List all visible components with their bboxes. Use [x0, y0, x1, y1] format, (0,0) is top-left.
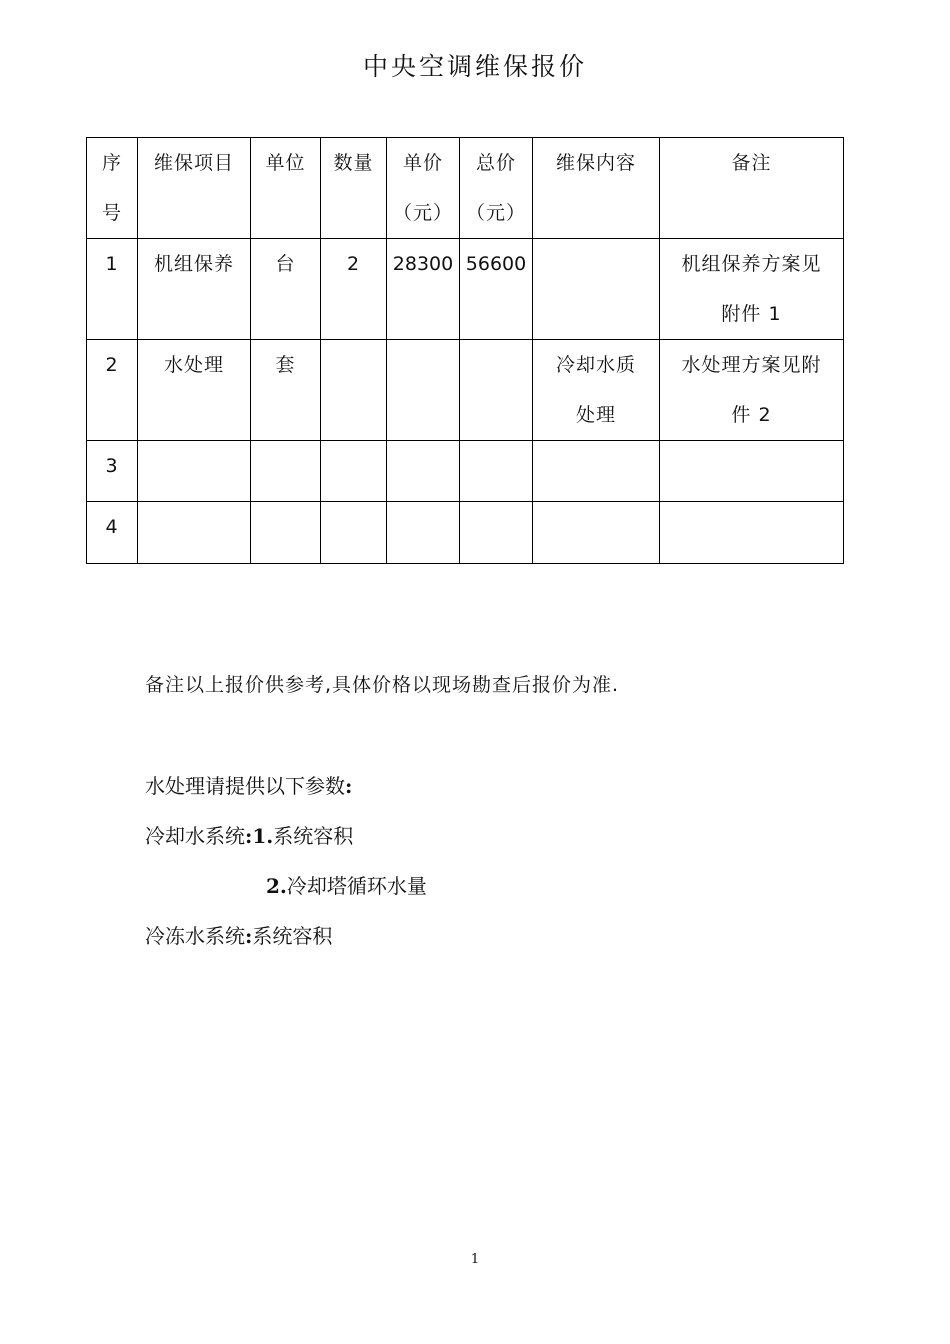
chilled-label: 冷冻水系统: [145, 924, 245, 948]
table-header-row: [87, 138, 844, 239]
header-item: 维保项目: [138, 138, 251, 239]
intro-colon: :: [345, 774, 353, 798]
page-title: 中央空调维保报价: [362, 52, 587, 81]
cell-content: [533, 441, 660, 502]
cell-remark: [660, 239, 844, 340]
cell-content: [533, 340, 660, 441]
intro-text: 水处理请提供以下参数: [145, 774, 345, 798]
cell-price: [387, 502, 460, 564]
page-number: 1: [470, 1252, 480, 1267]
cooling-label: 冷却水系统: [145, 824, 245, 848]
cell-seq: 1: [87, 239, 138, 340]
table-row: [87, 441, 844, 502]
cell-remark-line2: 附件 1: [721, 303, 782, 325]
item1-text: 系统容积: [273, 824, 354, 848]
remark-note: 备注以上报价供参考,具体价格以现场勘查后报价为准.: [145, 674, 620, 696]
header-total-line2: （元）: [465, 202, 526, 224]
header-seq-line1: 序: [101, 152, 122, 174]
header-price: [387, 138, 460, 239]
chilled-text: 系统容积: [252, 924, 333, 948]
cell-item: 水处理: [138, 340, 251, 441]
cell-total: [460, 340, 533, 441]
header-seq: [87, 138, 138, 239]
cell-price: [387, 340, 460, 441]
cell-seq: 2: [87, 340, 138, 441]
cell-total: [460, 441, 533, 502]
cooling-colon: :: [245, 824, 253, 848]
header-total: [460, 138, 533, 239]
chilled-water-line: [145, 920, 332, 949]
cell-price: 28300: [387, 239, 460, 340]
cell-remark-line1: 水处理方案见附: [681, 354, 822, 376]
cell-item: [138, 441, 251, 502]
cell-qty: [321, 502, 387, 564]
cell-content-line2: 处理: [575, 404, 616, 426]
cell-remark: [660, 502, 844, 564]
cell-qty: 2: [321, 239, 387, 340]
header-seq-line2: 号: [101, 202, 122, 224]
cooling-water-line: [145, 820, 353, 849]
cell-remark: [660, 441, 844, 502]
item2-text: 冷却塔循环水量: [286, 874, 427, 898]
cell-content: [533, 502, 660, 564]
header-content: 维保内容: [533, 138, 660, 239]
item2-number: 2.: [266, 874, 287, 898]
table-row: [87, 340, 844, 441]
header-price-line1: 单价: [402, 152, 443, 174]
chilled-colon: :: [245, 924, 253, 948]
quote-table: [86, 137, 844, 564]
water-treatment-intro: [145, 770, 352, 799]
cell-qty: [321, 441, 387, 502]
cell-remark-line2: 件 2: [731, 404, 772, 426]
table-row: [87, 239, 844, 340]
cell-unit: 套: [251, 340, 321, 441]
cell-unit: [251, 441, 321, 502]
cell-qty: [321, 340, 387, 441]
cell-item: [138, 502, 251, 564]
cooling-tower-line: [266, 870, 427, 899]
header-qty: 数量: [321, 138, 387, 239]
cell-remark-line1: 机组保养方案见: [681, 253, 822, 275]
cell-item: 机组保养: [138, 239, 251, 340]
table-row: [87, 502, 844, 564]
item1-number: 1.: [252, 824, 274, 848]
cell-content-line1: 冷却水质: [555, 354, 636, 376]
header-unit: 单位: [251, 138, 321, 239]
cell-remark: [660, 340, 844, 441]
header-total-line1: 总价: [475, 152, 516, 174]
cell-total: 56600: [460, 239, 533, 340]
cell-seq: 3: [87, 441, 138, 502]
cell-total: [460, 502, 533, 564]
cell-price: [387, 441, 460, 502]
header-remark: 备注: [660, 138, 844, 239]
cell-seq: 4: [87, 502, 138, 564]
header-price-line2: （元）: [392, 202, 453, 224]
cell-content: [533, 239, 660, 340]
cell-unit: 台: [251, 239, 321, 340]
cell-unit: [251, 502, 321, 564]
